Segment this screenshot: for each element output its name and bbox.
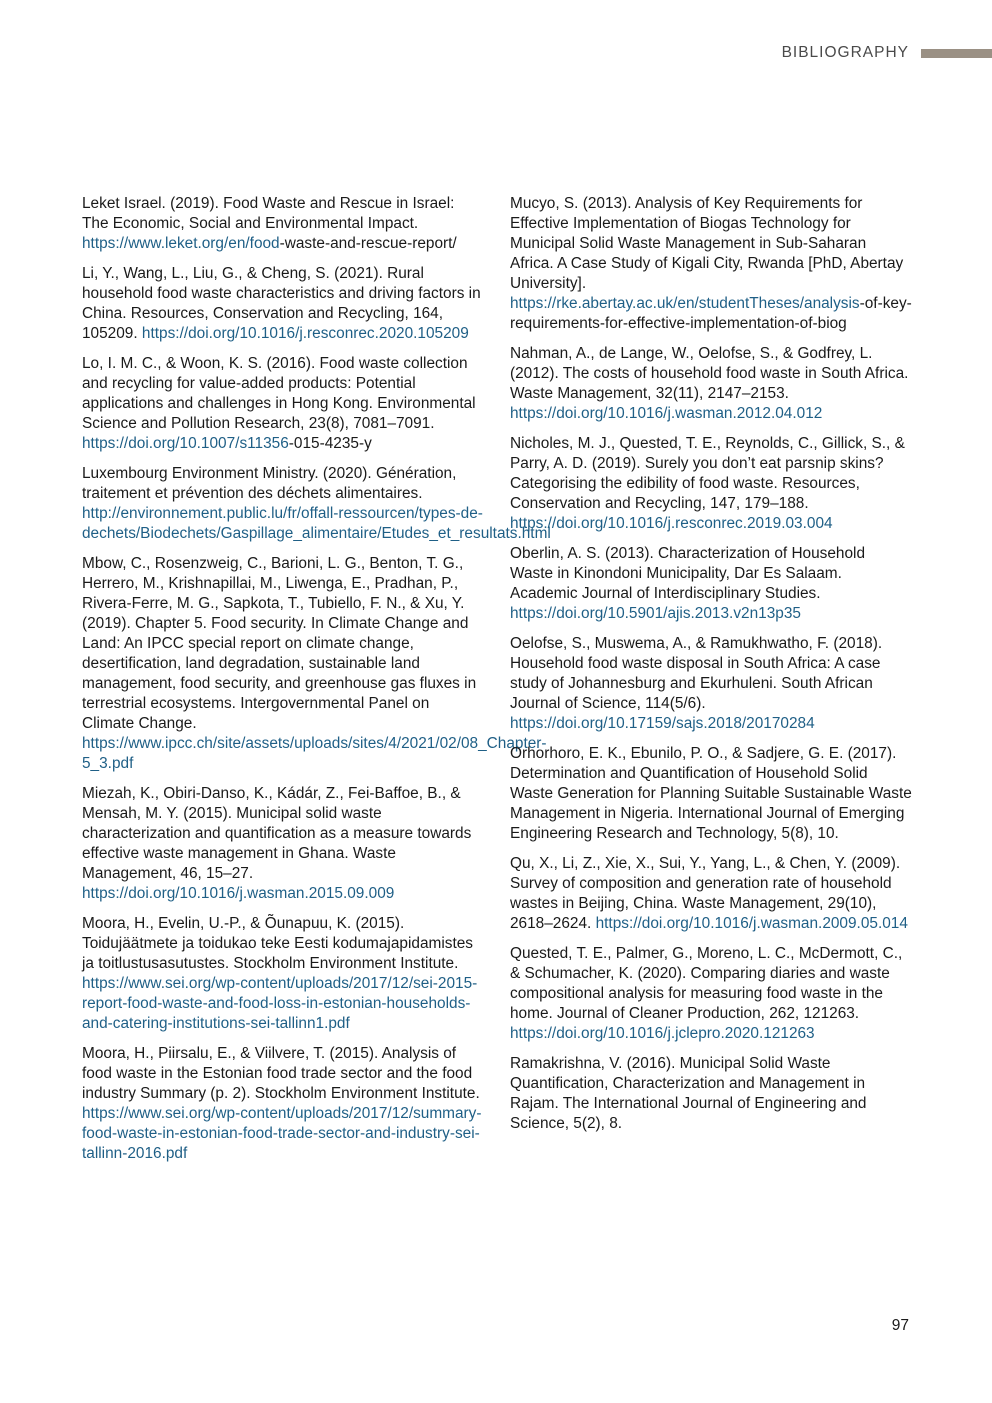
reference-entry: Oelofse, S., Muswema, A., & Ramukhwatho, F. (2018). Household food waste disposal in South Africa: A case study of Johannesburg and Ekurhuleni. South African Journal of Science, 114(5/6). https://doi.org/10.17159/sajs.2018/20170284 <box>510 635 883 732</box>
reference-entry: Leket Israel. (2019). Food Waste and Rescue in Israel: The Economic, Social and Environmental Impact. https://www.leket.org/en/food-waste-and-rescue-report/ <box>82 195 457 252</box>
reference-entry: Nicholes, M. J., Quested, T. E., Reynolds, C., Gillick, S., & Parry, A. D. (2019). Surely you don’t eat parsnip skins? Categorising the edibility of food waste. Resources, Conservation and Recycling, 147, 179–188. https://doi.org/10.1016/j.resconrec.2019.03.004 <box>510 435 905 532</box>
section-header: BIBLIOGRAPHY <box>781 44 909 61</box>
reference-entry: Orhorhoro, E. K., Ebunilo, P. O., & Sadjere, G. E. (2017). Determination and Quantification of Household Solid Waste Generation for Planning Suitable Sustainable Waste Management in Nigeria. International Journal of Emerging Engineering Research and Technology, 5(8), 10. <box>510 745 912 842</box>
reference-link[interactable]: https://www.ipcc.ch/site/assets/uploads/sites/4/2021/02/08_Chapter-5_3.pdf <box>82 735 547 772</box>
reference-entry: Qu, X., Li, Z., Xie, X., Sui, Y., Yang, L., & Chen, Y. (2009). Survey of composition and generation rate of household wastes in Beijing, China. Waste Management, 29(10), 2618–2624. https://doi.org/10.1016/j.wasman.2009.05.014 <box>510 855 908 932</box>
reference-link[interactable]: https://doi.org/10.1016/j.wasman.2009.05.014 <box>595 915 908 932</box>
reference-link[interactable]: https://www.sei.org/wp-content/uploads/2017/12/sei-2015-report-food-waste-and-food-loss-in-estonian-households-and-catering-institutions-sei-tallinn1.pdf <box>82 975 478 1032</box>
reference-entry: Moora, H., Piirsalu, E., & Viilvere, T. (2015). Analysis of food waste in the Estonian food trade sector and the food industry Summary (p. 2). Stockholm Environment Institute. https://www.sei.org/wp-content/uploads/2017/12/summary-food-waste-in-estonian-food-trade-sector-and-industry-sei-tallinn-2016.pdf <box>82 1045 482 1162</box>
reference-link[interactable]: https://doi.org/10.17159/sajs.2018/20170284 <box>510 715 815 732</box>
reference-link[interactable]: https://doi.org/10.1016/j.wasman.2015.09.009 <box>82 885 395 902</box>
page-number: 97 <box>891 1317 909 1334</box>
reference-entry: Oberlin, A. S. (2013). Characterization of Household Waste in Kinondoni Municipality, Dar Es Salaam. Academic Journal of Interdisciplinary Studies. https://doi.org/10.5901/ajis.2013.v2n13p35 <box>510 545 866 622</box>
reference-link[interactable]: https://doi.org/10.1016/j.resconrec.2020.105209 <box>141 325 469 342</box>
reference-link[interactable]: https://rke.abertay.ac.uk/en/studentTheses/analysis <box>510 295 860 312</box>
reference-entry: Miezah, K., Obiri-Danso, K., Kádár, Z., Fei-Baffoe, B., & Mensah, M. Y. (2015). Municipal solid waste characterization and quantification as a measure towards effective waste management in Ghana. Waste Management, 46, 15–27. https://doi.org/10.1016/j.wasman.2015.09.009 <box>82 785 472 902</box>
reference-link[interactable]: https://doi.org/10.1007/s11356 <box>82 435 289 452</box>
reference-link[interactable]: http://environnement.public.lu/fr/offall-ressourcen/types-de-dechets/Biodechets/Gaspillage_alimentaire/Etudes_et_resultats.html <box>82 505 551 542</box>
reference-link[interactable]: https://www.leket.org/en/food <box>82 235 280 252</box>
reference-entry: Ramakrishna, V. (2016). Municipal Solid Waste Quantification, Characterization and Management in Rajam. The International Journal of Engineering and Science, 5(2), 8. <box>510 1055 867 1132</box>
reference-entry: Quested, T. E., Palmer, G., Moreno, L. C., McDermott, C., & Schumacher, K. (2020). Comparing diaries and waste compositional analysis for measuring food waste in the home. Journal of Cleaner Production, 262, 121263. https://doi.org/10.1016/j.jclepro.2020.121263 <box>510 945 903 1042</box>
header-accent-bar <box>921 49 992 58</box>
reference-entry: Luxembourg Environment Ministry. (2020). Génération, traitement et prévention des déchets alimentaires. http://environnement.public.lu/fr/offall-ressourcen/types-de-dechets/Biodechets/Gaspillage_alimentaire/Etudes_et_resultats.html <box>82 465 551 542</box>
reference-entry: Mbow, C., Rosenzweig, C., Barioni, L. G., Benton, T. G., Herrero, M., Krishnapillai, M., Liwenga, E., Pradhan, P., Rivera-Ferre, M. G., Sapkota, T., Tubiello, F. N., & Xu, Y. (2019). Chapter 5. Food security. In Climate Change and Land: An IPCC special report on climate change, desertification, land degradation, sustainable land management, food security, and greenhouse gas fluxes in terrestrial ecosystems. Intergovernmental Panel on Climate Change. https://www.ipcc.ch/site/assets/uploads/sites/4/2021/02/08_Chapter-5_3.pdf <box>82 555 547 772</box>
reference-link[interactable]: https://doi.org/10.1016/j.wasman.2012.04.012 <box>510 405 823 422</box>
bibliography-column-right <box>510 194 912 1144</box>
reference-link[interactable]: https://doi.org/10.1016/j.jclepro.2020.121263 <box>510 1025 815 1042</box>
bibliography-column-left <box>82 194 551 1174</box>
reference-entry: Li, Y., Wang, L., Liu, G., & Cheng, S. (2021). Rural household food waste characteristics and driving factors in China. Resources, Conservation and Recycling, 164, 105209. https://doi.org/10.1016/j.resconrec.2020.105209 <box>82 265 481 342</box>
reference-link[interactable]: https://doi.org/10.1016/j.resconrec.2019.03.004 <box>510 515 833 532</box>
reference-link[interactable]: https://www.sei.org/wp-content/uploads/2017/12/summary-food-waste-in-estonian-food-trade-sector-and-industry-sei-tallinn-2016.pdf <box>82 1105 482 1162</box>
reference-entry: Lo, I. M. C., & Woon, K. S. (2016). Food waste collection and recycling for value-added products: Potential applications and challenges in Hong Kong. Environmental Science and Pollution Research, 23(8), 7081–7091. https://doi.org/10.1007/s11356-015-4235-y <box>82 355 476 452</box>
reference-entry: Moora, H., Evelin, U.-P., & Õunapuu, K. (2015). Toidujäätmete ja toidukao teke Eesti kodumajapidamistes ja toitlustusasutustes. Stockholm Environment Institute. https://www.sei.org/wp-content/uploads/2017/12/sei-2015-report-food-waste-and-food-loss-in-estonian-households-and-catering-institutions-sei-tallinn1.pdf <box>82 915 478 1032</box>
reference-entry: Mucyo, S. (2013). Analysis of Key Requirements for Effective Implementation of Biogas Technology for Municipal Solid Waste Management in Sub-Saharan Africa. A Case Study of Kigali City, Rwanda [PhD, Abertay University]. https://rke.abertay.ac.uk/en/studentTheses/analysis-of-key-requirements-for-effective-implementation-of-biog <box>510 195 912 332</box>
reference-link[interactable]: https://doi.org/10.5901/ajis.2013.v2n13p35 <box>510 605 801 622</box>
reference-entry: Nahman, A., de Lange, W., Oelofse, S., & Godfrey, L. (2012). The costs of household food waste in South Africa. Waste Management, 32(11), 2147–2153. https://doi.org/10.1016/j.wasman.2012.04.012 <box>510 345 909 422</box>
